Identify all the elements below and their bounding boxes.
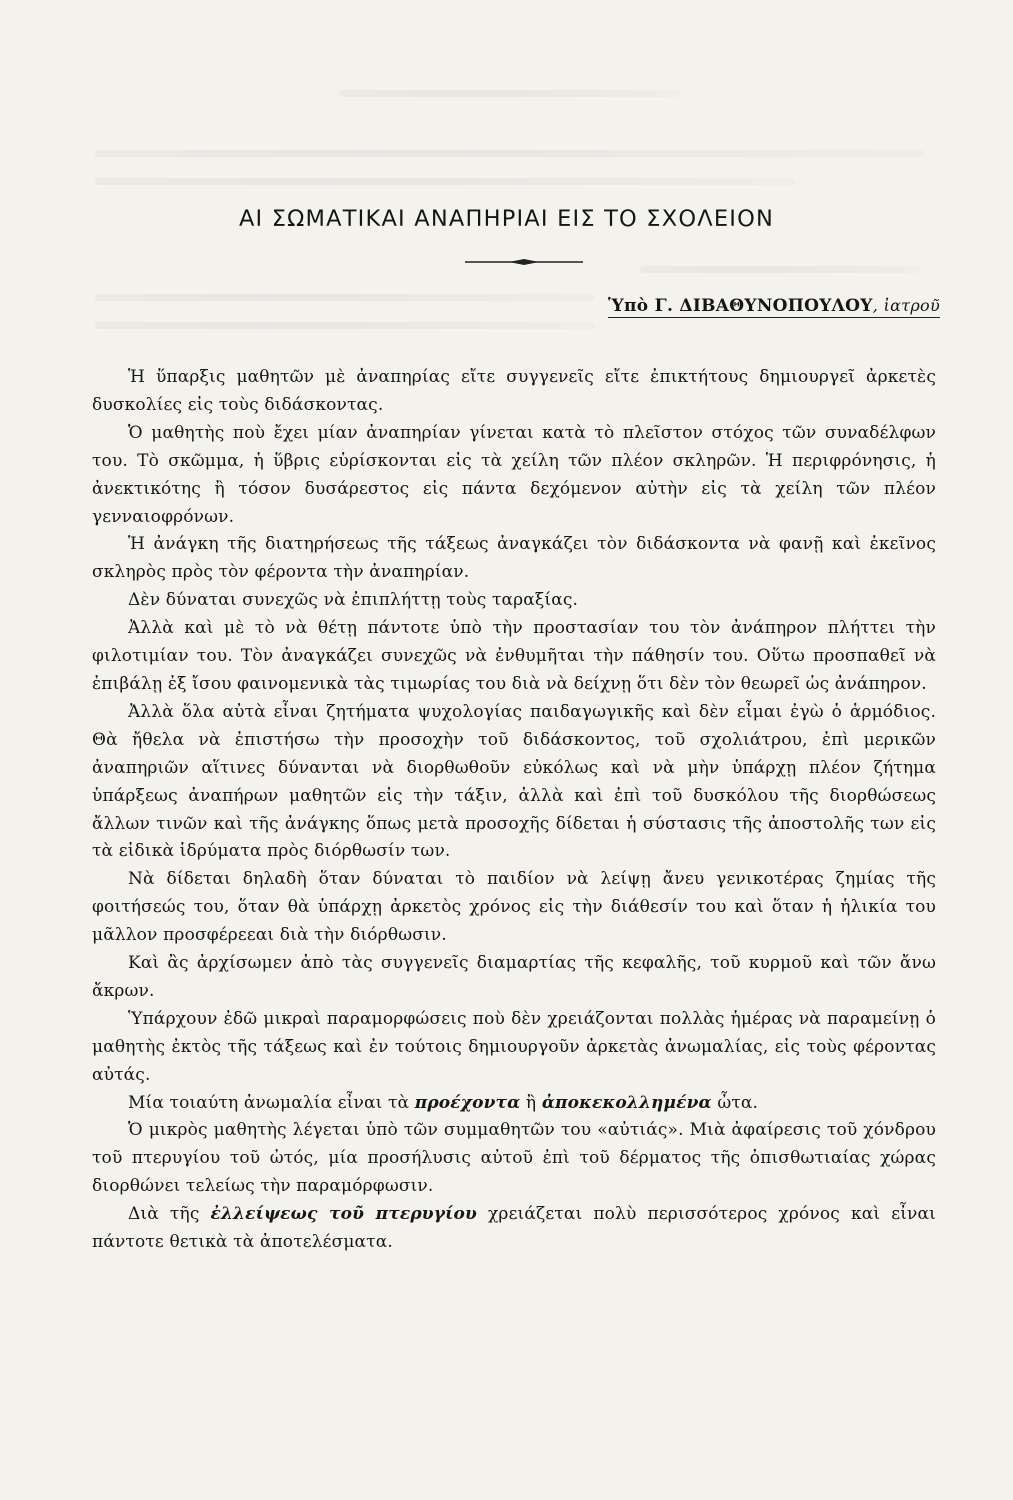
bleed-through-mark	[340, 90, 680, 97]
emphasis-text: προέχοντα	[414, 1092, 521, 1113]
text-run: χρειάζεται πολὺ περισσότερος χρόνος καὶ εἶναι πάντοτε θετικὰ τὰ ἀποτελέσματα.	[92, 1204, 936, 1253]
text-run: ἢ	[520, 1092, 542, 1113]
text-run: ὦτα.	[711, 1092, 759, 1113]
paragraph	[92, 1090, 936, 1118]
title-ornament	[465, 258, 583, 266]
article-body	[92, 364, 936, 1257]
article-title: ΑΙ ΣΩΜΑΤΙΚΑΙ ΑΝΑΠΗΡΙΑΙ ΕΙΣ ΤΟ ΣΧΟΛΕΙΟΝ	[238, 206, 775, 232]
bleed-through-mark	[95, 322, 595, 329]
bleed-through-mark	[640, 266, 920, 273]
emphasis-text: ἀποκεκολλημένα	[541, 1092, 712, 1113]
paragraph: Ἀλλὰ ὅλα αὐτὰ εἶναι ζητήματα ψυχολογίας παιδαγωγικῆς καὶ δὲν εἶμαι ἐγὼ ὁ ἁρμόδιος. Θὰ ἤθελα νὰ ἐπιστήσω τὴν προσοχὴν τοῦ διδάσκοντος, τοῦ σχολιάτρου, ἐπὶ μερικῶν ἀναπηριῶν αἵτινες δύνανται νὰ διορθωθοῦν εὐκόλως καὶ νὰ μὴν ὑπάρχῃ πλέον ζήτημα ὑπάρξεως ἀναπήρων μαθητῶν εἰς τὴν τάξιν, ἀλλὰ καὶ ἐπὶ τοῦ δυσκόλου τῆς διορθώσεως ἄλλων τινῶν καὶ τῆς ἀνάγκης ὅπως μετὰ προσοχῆς δίδεται ἡ σύστασις τῆς ἀποστολῆς των εἰς τὰ εἰδικὰ ἱδρύματα πρὸς διόρθωσίν των.	[92, 701, 936, 862]
text-run: Διὰ τῆς	[128, 1204, 211, 1225]
paragraph: Ὁ μικρὸς μαθητὴς λέγεται ὑπὸ τῶν συμμαθητῶν του «αὐτιάς». Μιὰ ἀφαίρεσις τοῦ χόνδρου τοῦ πτερυγίου τοῦ ὠτός, μία προσήλυσις αὐτοῦ ἐπὶ τοῦ δέρματος τῆς ὀπισθωτιαίας χώρας διορθώνει τελείως τὴν παραμόρφωσιν.	[92, 1120, 936, 1197]
emphasis-text: ἐλλείψεως τοῦ πτερυγίου	[210, 1204, 477, 1225]
bleed-through-mark	[95, 150, 925, 157]
author-name: ΔΙΒΑΘΥΝΟΠΟΥΛΟΥ	[679, 296, 873, 316]
bleed-through-mark	[95, 178, 795, 185]
paragraph: Δὲν δύναται συνεχῶς νὰ ἐπιπλήττῃ τοὺς ταραξίας.	[128, 590, 579, 611]
paragraph: Ἡ ὕπαρξις μαθητῶν μὲ ἀναπηρίας εἴτε συγγενεῖς εἴτε ἐπικτήτους δημιουργεῖ ἀρκετὲς δυσκολίες εἰς τοὺς διδάσκοντας.	[92, 367, 936, 415]
paragraph: Ὁ μαθητὴς ποὺ ἔχει μίαν ἀναπηρίαν γίνεται κατὰ τὸ πλεῖστον στόχος τῶν συναδέλφων του. Τὸ σκῶμμα, ἡ ὕβρις εὑρίσκονται εἰς τὰ χείλη τῶν πλέον σκληρῶν. Ἡ περιφρόνησις, ἡ ἀνεκτικότης ἢ τόσον δυσάρεστος εἰς πάντα δεχόμενον αὐτὴν εἰς τὰ χείλη τῶν πλέον γενναιοφρόνων.	[92, 422, 936, 527]
author-prefix: Ὑπὸ Γ.	[608, 296, 680, 316]
bleed-through-mark	[95, 294, 595, 301]
author-byline	[608, 296, 940, 318]
author-suffix: , ἰατροῦ	[872, 296, 940, 315]
paragraph	[92, 1201, 936, 1257]
paragraph: Νὰ δίδεται δηλαδὴ ὅταν δύναται τὸ παιδίον νὰ λείψῃ ἄνευ γενικοτέρας ζημίας τῆς φοιτήσεώς του, ὅταν θὰ ὑπάρχῃ ἀρκετὸς χρόνος εἰς τὴν διάθεσίν του καὶ ὅταν ἡ ἡλικία του μᾶλλον προσφέρεεαι διὰ τὴν διόρθωσιν.	[92, 869, 936, 946]
paragraph: Καὶ ἂς ἀρχίσωμεν ἀπὸ τὰς συγγενεῖς διαμαρτίας τῆς κεφαλῆς, τοῦ κυρμοῦ καὶ τῶν ἄνω ἄκρων.	[92, 953, 936, 1001]
paragraph: Ὑπάρχουν ἐδῶ μικραὶ παραμορφώσεις ποὺ δὲν χρειάζονται πολλὰς ἡμέρας νὰ παραμείνῃ ὁ μαθητὴς ἐκτὸς τῆς τάξεως καὶ ἐν τούτοις δημιουργοῦν ἀρκετὰς ἀνωμαλίας, εἰς τοὺς φέροντας αὐτάς.	[92, 1008, 936, 1085]
text-run: Μία τοιαύτη ἀνωμαλία εἶναι τὰ	[128, 1092, 415, 1113]
paragraph: Ἀλλὰ καὶ μὲ τὸ νὰ θέτῃ πάντοτε ὑπὸ τὴν προστασίαν του τὸν ἀνάπηρον πλήττει τὴν φιλοτιμίαν του. Τὸν ἀναγκάζει συνεχῶς νὰ ἐνθυμῆται τὴν πάθησίν του. Οὕτω προσπαθεῖ νὰ ἐπιβάλῃ ἐξ ἴσου φαινομενικὰ τὰς τιμωρίας του διὰ νὰ δείχνῃ ὅτι δὲν τὸν θεωρεῖ ὡς ἀνάπηρον.	[92, 618, 936, 694]
paragraph: Ἡ ἀνάγκη τῆς διατηρήσεως τῆς τάξεως ἀναγκάζει τὸν διδάσκοντα νὰ φανῇ καὶ ἐκεῖνος σκληρὸς πρὸς τὸν φέροντα τὴν ἀναπηρίαν.	[92, 534, 936, 583]
